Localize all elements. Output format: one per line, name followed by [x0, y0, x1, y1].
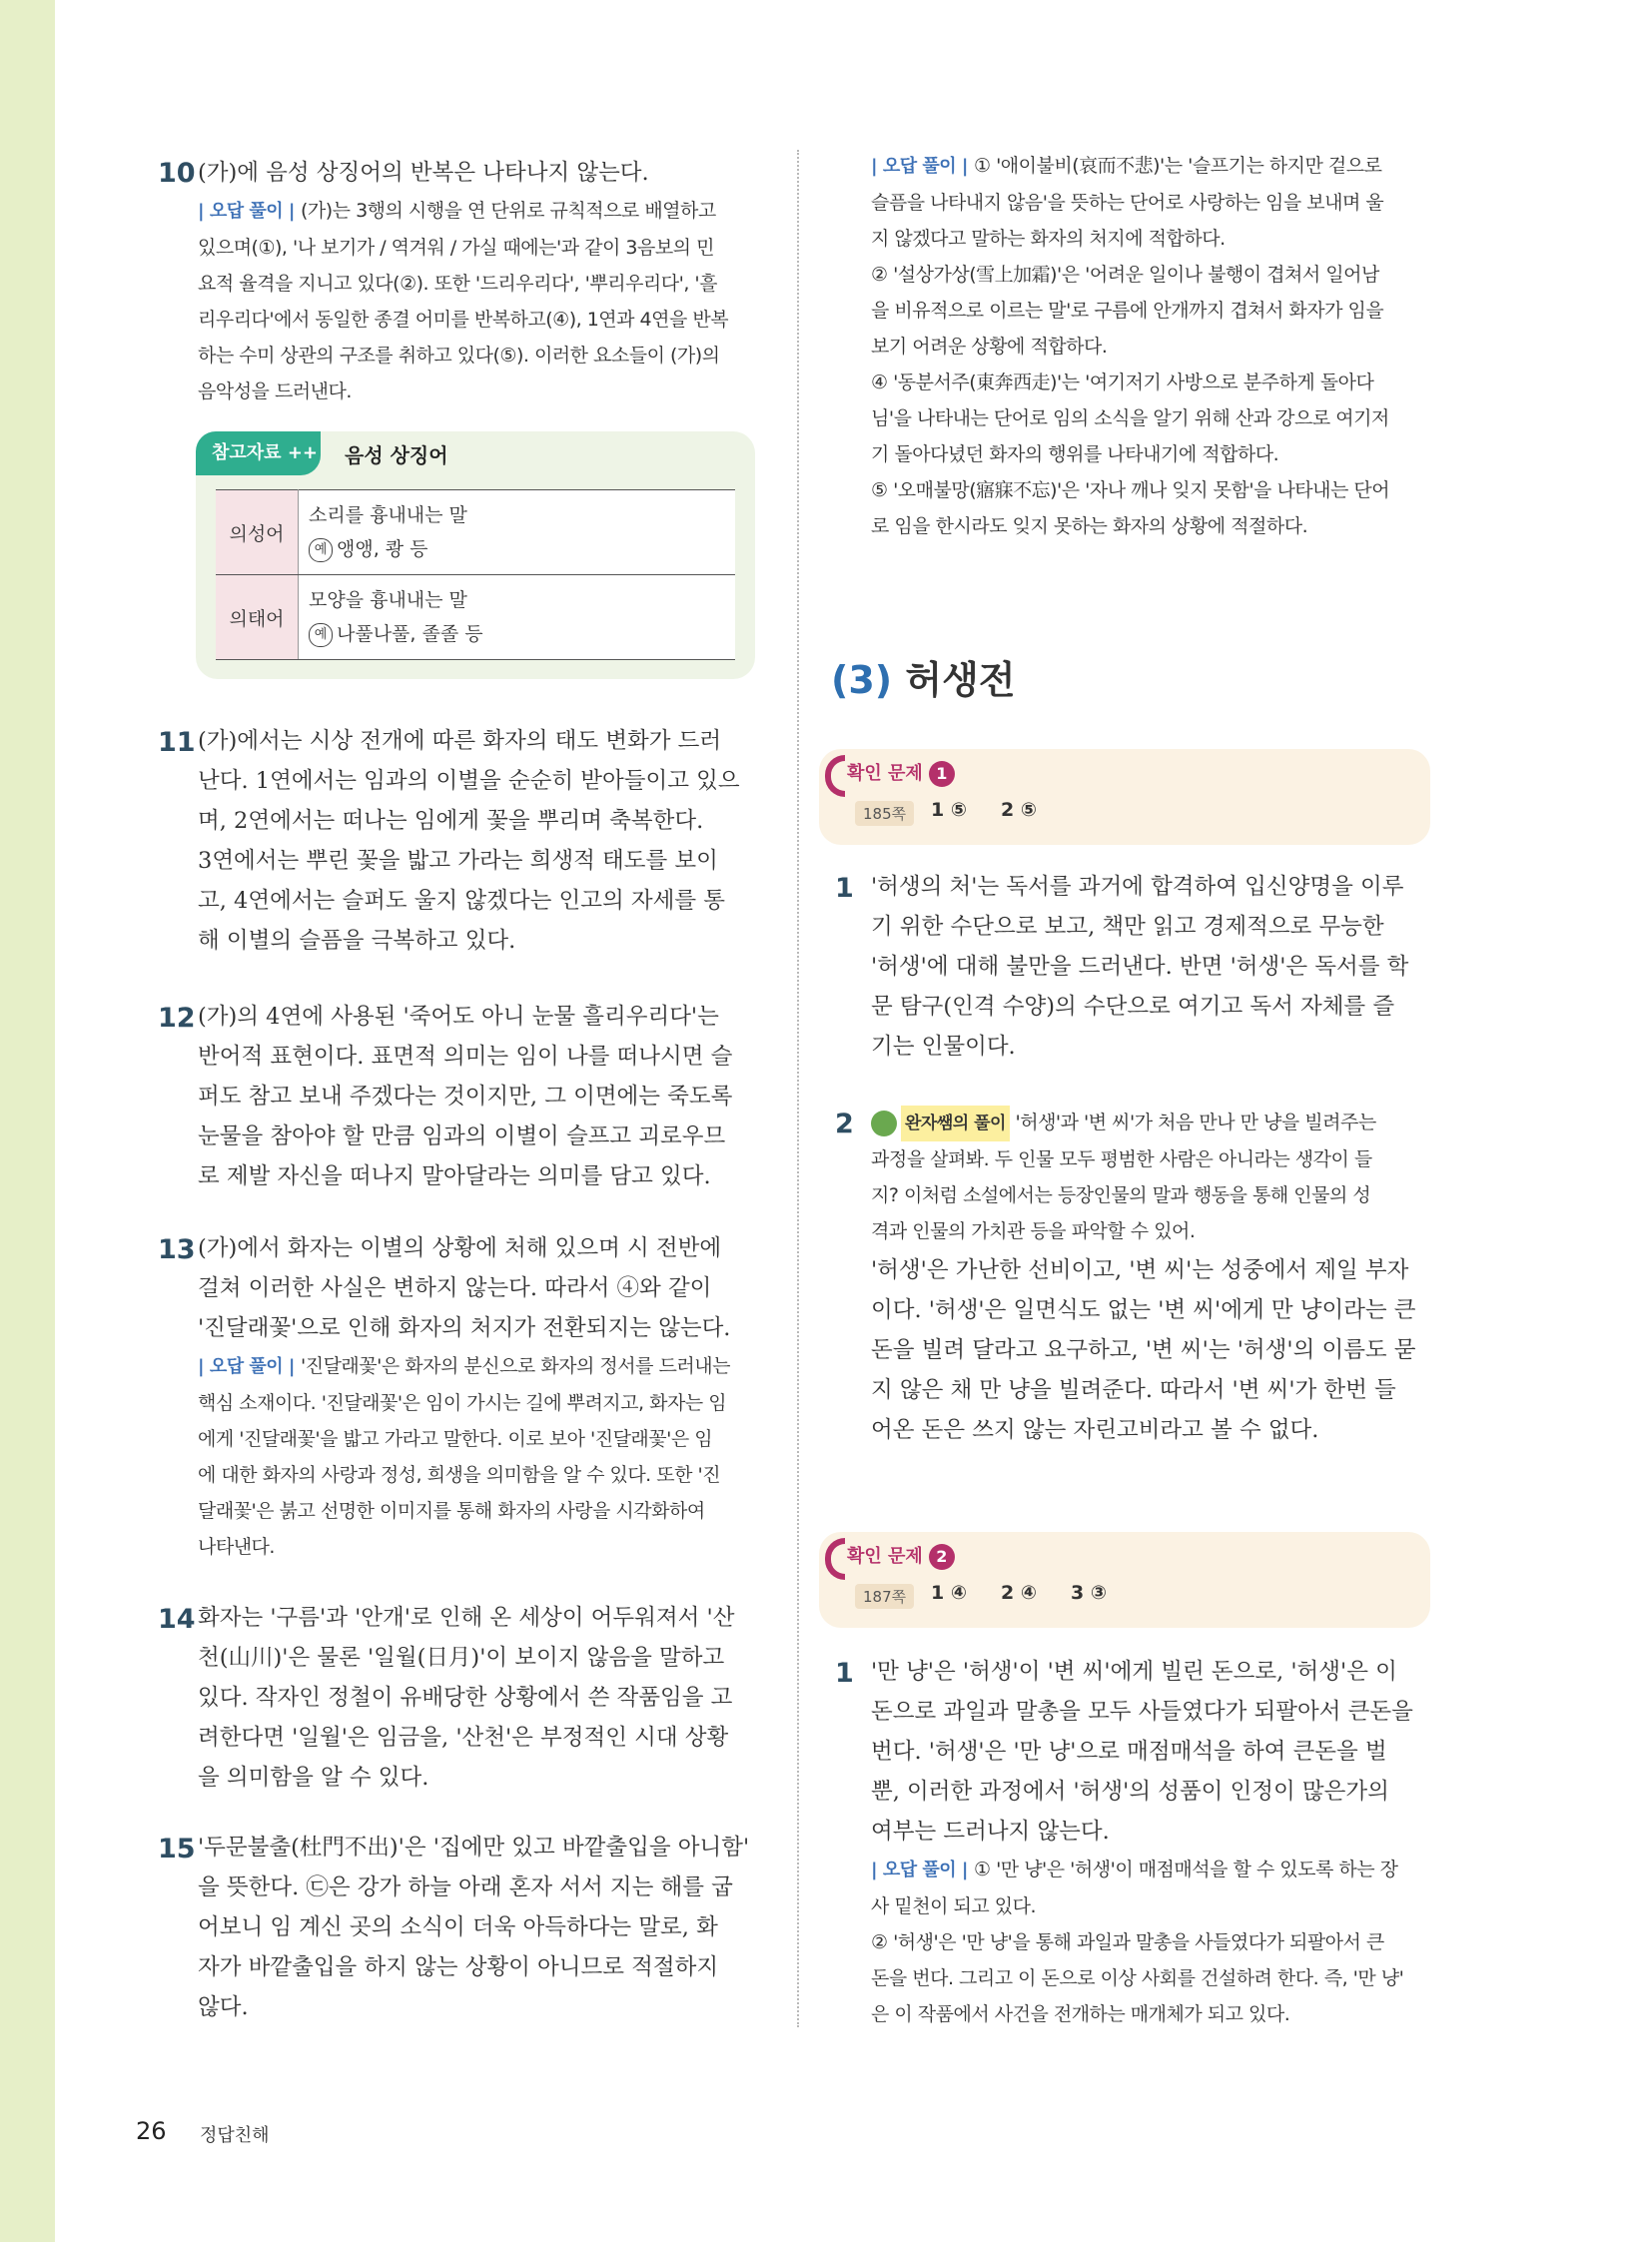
reference-table: [216, 489, 735, 660]
teacher-leaf-icon: [871, 1111, 897, 1136]
text-line: 며, 2연에서는 떠나는 임에게 꽃을 뿌리며 축복한다.: [198, 808, 704, 834]
text-line: (가)의 4연에 사용된 '죽어도 아니 눈물 흘리우리다'는: [198, 1004, 719, 1030]
text-line: ② '설상가상(雪上加霜)'은 '어려운 일이나 불행이 겹쳐서 일어남: [871, 264, 1379, 286]
question-number: 15: [158, 1834, 196, 1865]
text-line: 난다. 1연에서는 임과의 이별을 순순히 받아들이고 있으: [198, 768, 740, 794]
text-line: ② '허생'은 '만 냥'을 통해 과일과 말총을 사들였다가 되팔아서 큰: [871, 1931, 1384, 1953]
top-explanation: [871, 148, 1440, 544]
text-line: 고, 4연에서는 슬퍼도 울지 않겠다는 인고의 자세를 통: [198, 888, 725, 914]
q12-text: [198, 997, 757, 1196]
circle-number-icon: 1: [929, 761, 955, 787]
text-line: 음악성을 드러낸다.: [198, 380, 352, 402]
tip-badge: 완자쌤의 풀이: [901, 1106, 1010, 1141]
text-line: 이다. '허생'은 일면식도 없는 '변 씨'에게 만 냥이라는 큰: [871, 1297, 1416, 1323]
text-line: '두문불출(杜門不出)'은 '집에만 있고 바깥출입을 아니함': [198, 1835, 750, 1861]
text-line: 에 대한 화자의 사랑과 정성, 희생을 의미함을 알 수 있다. 또한 '진: [198, 1464, 721, 1486]
page-ref: 185쪽: [855, 801, 914, 826]
text-line: 슬픔을 나타내지 않음'을 뜻하는 단어로 사랑하는 임을 보내며 울: [871, 192, 1384, 214]
example-text: 앵앵, 쾅 등: [337, 538, 428, 560]
answer: 1 ⑤: [931, 799, 967, 821]
text-line: 은 이 작품에서 사건을 전개하는 매개체가 되고 있다.: [871, 2003, 1290, 2025]
text-line: 돈을 번다. 그리고 이 돈으로 이상 사회를 건설하려 한다. 즉, '만 냥': [871, 1967, 1404, 1989]
text-line: 격과 인물의 가치관 등을 파악할 수 있어.: [871, 1220, 1196, 1242]
definition-text: 소리를 흉내내는 말: [309, 504, 467, 526]
example-mark-icon: 예: [309, 623, 333, 647]
page-number: 26: [136, 2117, 167, 2145]
bracket-icon: [825, 1538, 845, 1580]
page-ref: 187쪽: [855, 1584, 914, 1609]
text-line: 려한다면 '일월'은 임금을, '산천'은 부정적인 시대 상황: [198, 1725, 729, 1751]
answer: 2 ④: [1001, 1582, 1037, 1604]
table-row: [216, 490, 735, 575]
answer-number: 2: [835, 1109, 854, 1139]
text-line: 로 임을 한시라도 잊지 못하는 화자의 상황에 적절하다.: [871, 515, 1308, 537]
question-number: 11: [158, 727, 196, 758]
q11-text: [198, 721, 757, 961]
q15-text: [198, 1828, 757, 2027]
text-line: ④ '동분서주(東奔西走)'는 '여기저기 사방으로 분주하게 돌아다: [871, 372, 1374, 393]
text-line: 보기 어려운 상황에 적합하다.: [871, 336, 1108, 358]
text-line: 기 위한 수단으로 보고, 책만 읽고 경제적으로 무능한: [871, 914, 1384, 940]
a1-text: [871, 867, 1440, 1067]
question-number: 10: [158, 158, 196, 189]
definition-text: 모양을 흉내내는 말: [309, 589, 467, 611]
answer-number: 1: [835, 873, 854, 904]
text-line: 을 의미함을 알 수 있다.: [198, 1765, 429, 1791]
table-cell: [299, 575, 736, 660]
label-text: 확인 문제: [847, 1546, 923, 1567]
text-line: 문 탐구(인격 수양)의 수단으로 여기고 독서 자체를 즐: [871, 994, 1395, 1020]
question-number: 13: [158, 1234, 196, 1265]
example-text: 나풀나풀, 졸졸 등: [337, 623, 483, 645]
wrong-answer-tag: | 오답 풀이 |: [198, 1356, 295, 1377]
text-line: 사 밑천이 되고 있다.: [871, 1895, 1036, 1917]
text-line: 요적 율격을 지니고 있다(②). 또한 '드리우리다', '뿌리우리다', '흘: [198, 273, 718, 295]
section-number: (3): [831, 658, 893, 702]
text-line: 돈으로 과일과 말총을 모두 사들였다가 되팔아서 큰돈을: [871, 1699, 1413, 1725]
table-header-cell: 의성어: [216, 490, 299, 575]
bracket-icon: [825, 755, 845, 797]
text-line: 리우리다'에서 동일한 종결 어미를 반복하고(④), 1연과 4연을 반복: [198, 309, 729, 331]
q13-explanation: [198, 1348, 757, 1565]
q13-text: [198, 1228, 757, 1348]
text-line: 나타낸다.: [198, 1536, 275, 1558]
section-heading: [831, 649, 1016, 704]
text-line: '허생의 처'는 독서를 과거에 합격하여 입신양명을 이루: [871, 874, 1404, 900]
b1-text: [871, 1652, 1440, 1852]
text-line: (가)는 3행의 시행을 연 단위로 규칙적으로 배열하고: [301, 200, 716, 222]
reference-tag: 참고자료 ++: [196, 431, 321, 475]
text-line: 해 이별의 슬픔을 극복하고 있다.: [198, 928, 516, 954]
text-line: 눈물을 참아야 할 만큼 임과의 이별이 슬프고 괴로우므: [198, 1123, 726, 1149]
answer: 3 ③: [1071, 1582, 1107, 1604]
text-line: 지 않겠다고 말하는 화자의 처지에 적합하다.: [871, 228, 1226, 250]
text-line: 지 않은 채 만 냥을 빌려준다. 따라서 '변 씨'가 한번 들: [871, 1377, 1396, 1403]
text-line: ⑤ '오매불망(寤寐不忘)'은 '자나 깨나 잊지 못함'을 나타내는 단어: [871, 479, 1390, 501]
text-line: 번다. '허생'은 '만 냥'으로 매점매석을 하여 큰돈을 벌: [871, 1739, 1387, 1765]
column-divider: [797, 150, 800, 2027]
text-line: 에게 '진달래꽃'을 밟고 가라고 말한다. 이로 보아 '진달래꽃'은 임: [198, 1428, 713, 1450]
text-line: ① '만 냥'은 '허생'이 매점매석을 할 수 있도록 하는 장: [974, 1859, 1398, 1880]
label-text: 확인 문제: [847, 763, 923, 784]
text-line: '진달래꽃'으로 인해 화자의 처지가 전환되지는 않는다.: [198, 1315, 731, 1341]
table-cell: [299, 490, 736, 575]
text-line: 퍼도 참고 보내 주겠다는 것이지만, 그 이면에는 죽도록: [198, 1084, 733, 1110]
text-line: 화자는 '구름'과 '안개'로 인해 온 세상이 어두워져서 '산: [198, 1605, 735, 1631]
example-mark-icon: 예: [309, 538, 333, 562]
page-edge-band: [0, 0, 55, 2242]
text-line: 자가 바깥출입을 하지 않는 상황이 아니므로 적절하지: [198, 1954, 719, 1980]
wrong-answer-tag: | 오답 풀이 |: [871, 156, 968, 177]
footer-label: 정답친해: [200, 2125, 270, 2146]
text-line: '진달래꽃'은 화자의 분신으로 화자의 정서를 드러내는: [301, 1355, 730, 1377]
wrong-answer-tag: | 오답 풀이 |: [871, 1860, 968, 1880]
text-line: ① '애이불비(哀而不悲)'는 '슬프기는 하지만 겉으로: [974, 155, 1382, 177]
text-line: 있다. 작자인 정철이 유배당한 상황에서 쓴 작품임을 고: [198, 1685, 733, 1711]
text-line: 천(山川)'은 물론 '일월(日月)'이 보이지 않음을 말하고: [198, 1645, 725, 1671]
text-line: '만 냥'은 '허생'이 '변 씨'에게 빌린 돈으로, '허생'은 이: [871, 1659, 1397, 1685]
text-line: 반어적 표현이다. 표면적 의미는 임이 나를 떠나시면 슬: [198, 1044, 733, 1070]
text-line: 있으며(①), '나 보기가 / 역겨워 / 가실 때에는'과 같이 3음보의 민: [198, 237, 714, 259]
section-title: 허생전: [905, 658, 1016, 702]
q10-main: (가)에 음성 상징어의 반복은 나타나지 않는다.: [198, 160, 649, 186]
text-line: 하는 수미 상관의 구조를 취하고 있다(⑤). 이러한 요소들이 (가)의: [198, 345, 720, 367]
check-problem-box: [819, 1532, 1430, 1628]
text-line: 기는 인물이다.: [871, 1034, 1016, 1060]
question-number: 12: [158, 1003, 196, 1034]
wrong-answer-tag: | 오답 풀이 |: [198, 201, 295, 222]
text-line: '허생'은 가난한 선비이고, '변 씨'는 성중에서 제일 부자: [871, 1257, 1409, 1283]
text-line: 로 제발 자신을 떠나지 말아달라는 의미를 담고 있다.: [198, 1163, 711, 1189]
text-line: (가)에서는 시상 전개에 따른 화자의 태도 변화가 드러: [198, 728, 722, 754]
text-line: 을 비유적으로 이르는 말'로 구름에 안개까지 겹쳐서 화자가 임을: [871, 300, 1384, 322]
text-line: 어보니 임 계신 곳의 소식이 더욱 아득하다는 말로, 화: [198, 1914, 718, 1940]
text-line: 어온 돈은 쓰지 않는 자린고비라고 볼 수 없다.: [871, 1417, 1319, 1443]
text-line: 3연에서는 뿌린 꽃을 밟고 가라는 희생적 태도를 보이: [198, 848, 718, 874]
text-line: 님'을 나타내는 단어로 임의 소식을 알기 위해 산과 강으로 여기저: [871, 407, 1389, 429]
answer: 1 ④: [931, 1582, 967, 1604]
text-line: 과정을 살펴봐. 두 인물 모두 평범한 사람은 아니라는 생각이 들: [871, 1148, 1372, 1170]
q10-explanation: [198, 193, 757, 409]
text-line: 기 돌아다녔던 화자의 행위를 나타내기에 적합하다.: [871, 443, 1279, 465]
question-number: 14: [158, 1604, 196, 1635]
a2-text: [871, 1250, 1440, 1450]
text-line: '허생'에 대해 불만을 드러낸다. 반면 '허생'은 독서를 학: [871, 954, 1409, 980]
text-line: 핵심 소재이다. '진달래꽃'은 임이 가시는 길에 뿌려지고, 화자는 임: [198, 1392, 727, 1414]
a2-tip: [871, 1105, 1440, 1249]
text-line: 여부는 드러나지 않는다.: [871, 1819, 1110, 1845]
answer: 2 ⑤: [1001, 799, 1037, 821]
text-line: 뿐, 이러한 과정에서 '허생'의 성품이 인정이 많은가의: [871, 1779, 1389, 1805]
table-header-cell: 의태어: [216, 575, 299, 660]
text-line: '허생'과 '변 씨'가 처음 만나 만 냥을 빌려주는: [1015, 1112, 1376, 1133]
table-row: [216, 575, 735, 660]
check-problem-label: [847, 759, 955, 787]
check-problem-label: [847, 1542, 955, 1570]
text-line: 걸쳐 이러한 사실은 변하지 않는다. 따라서 ④와 같이: [198, 1275, 712, 1301]
circle-number-icon: 2: [929, 1544, 955, 1570]
text-line: (가)에서 화자는 이별의 상황에 처해 있으며 시 전반에: [198, 1235, 722, 1261]
text-line: 달래꽃'은 붉고 선명한 이미지를 통해 화자의 사랑을 시각화하여: [198, 1500, 705, 1522]
text-line: 지? 이처럼 소설에서는 등장인물의 말과 행동을 통해 인물의 성: [871, 1184, 1371, 1206]
q14-text: [198, 1598, 757, 1798]
text-line: 을 뜻한다. ㉢은 강가 하늘 아래 혼자 서서 지는 해를 굽: [198, 1874, 733, 1900]
b1-explanation: [871, 1852, 1440, 2032]
text-line: 않다.: [198, 1994, 249, 2020]
text-line: 돈을 빌려 달라고 요구하고, '변 씨'는 '허생'의 이름도 묻: [871, 1337, 1416, 1363]
reference-title: 음성 상징어: [345, 443, 448, 467]
check-problem-box: [819, 749, 1430, 845]
answer-number: 1: [835, 1658, 854, 1689]
